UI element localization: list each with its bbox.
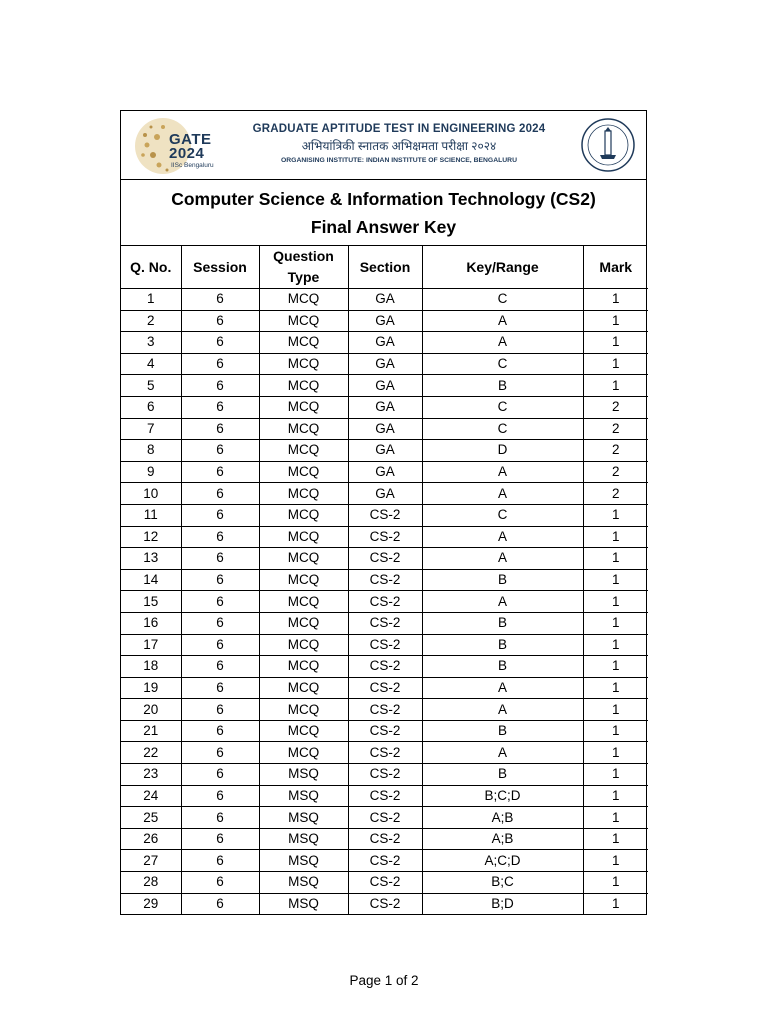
answer-key-sheet <box>120 110 647 915</box>
cell-type: MCQ <box>259 699 348 721</box>
cell-section: CS-2 <box>348 569 422 591</box>
cell-section: GA <box>348 440 422 462</box>
cell-session: 6 <box>181 850 259 872</box>
cell-qno: 25 <box>121 807 181 829</box>
cell-mark: 1 <box>583 289 648 311</box>
cell-mark: 1 <box>583 699 648 721</box>
cell-section: CS-2 <box>348 677 422 699</box>
table-row <box>121 591 648 613</box>
cell-section: CS-2 <box>348 699 422 721</box>
cell-session: 6 <box>181 872 259 894</box>
cell-qno: 2 <box>121 310 181 332</box>
cell-session: 6 <box>181 461 259 483</box>
cell-mark: 1 <box>583 634 648 656</box>
cell-section: CS-2 <box>348 526 422 548</box>
header-key-range: Key/Range <box>422 246 583 289</box>
cell-key: B <box>422 720 583 742</box>
cell-session: 6 <box>181 418 259 440</box>
cell-section: GA <box>348 310 422 332</box>
table-row <box>121 634 648 656</box>
cell-key: C <box>422 396 583 418</box>
cell-qno: 24 <box>121 785 181 807</box>
cell-session: 6 <box>181 332 259 354</box>
cell-type: MSQ <box>259 807 348 829</box>
cell-type: MSQ <box>259 764 348 786</box>
table-row <box>121 289 648 311</box>
banner-title: GRADUATE APTITUDE TEST IN ENGINEERING 2024 <box>252 123 546 135</box>
table-row <box>121 353 648 375</box>
cell-type: MCQ <box>259 591 348 613</box>
cell-mark: 1 <box>583 310 648 332</box>
cell-key: B;C;D <box>422 785 583 807</box>
header-section: Section <box>348 246 422 289</box>
cell-qno: 12 <box>121 526 181 548</box>
cell-qno: 9 <box>121 461 181 483</box>
cell-session: 6 <box>181 569 259 591</box>
cell-type: MCQ <box>259 504 348 526</box>
cell-section: GA <box>348 289 422 311</box>
cell-type: MCQ <box>259 656 348 678</box>
cell-session: 6 <box>181 483 259 505</box>
cell-type: MSQ <box>259 785 348 807</box>
cell-qno: 15 <box>121 591 181 613</box>
iisc-emblem-icon <box>580 117 636 173</box>
cell-mark: 2 <box>583 418 648 440</box>
cell-type: MCQ <box>259 720 348 742</box>
cell-qno: 11 <box>121 504 181 526</box>
table-row <box>121 807 648 829</box>
cell-section: CS-2 <box>348 742 422 764</box>
cell-session: 6 <box>181 828 259 850</box>
cell-type: MCQ <box>259 375 348 397</box>
cell-type: MCQ <box>259 332 348 354</box>
cell-key: C <box>422 418 583 440</box>
cell-qno: 20 <box>121 699 181 721</box>
document-subtitle: Final Answer Key <box>310 217 457 237</box>
cell-mark: 1 <box>583 893 648 914</box>
table-row <box>121 872 648 894</box>
cell-section: CS-2 <box>348 720 422 742</box>
cell-session: 6 <box>181 612 259 634</box>
cell-type: MCQ <box>259 569 348 591</box>
cell-session: 6 <box>181 699 259 721</box>
cell-type: MCQ <box>259 440 348 462</box>
banner-title-hindi: अभियांत्रिकी स्नातक अभिक्षमता परीक्षा २०२४ <box>301 139 497 153</box>
cell-mark: 1 <box>583 807 648 829</box>
cell-mark: 1 <box>583 677 648 699</box>
cell-section: CS-2 <box>348 612 422 634</box>
cell-section: GA <box>348 353 422 375</box>
header-qno: Q. No. <box>121 246 181 289</box>
gate-banner <box>121 111 646 180</box>
cell-key: A <box>422 310 583 332</box>
table-row <box>121 548 648 570</box>
cell-session: 6 <box>181 677 259 699</box>
cell-mark: 1 <box>583 872 648 894</box>
cell-key: A <box>422 742 583 764</box>
cell-section: GA <box>348 332 422 354</box>
table-row <box>121 526 648 548</box>
header-question-type-line1: Question <box>273 248 334 264</box>
cell-type: MCQ <box>259 353 348 375</box>
cell-session: 6 <box>181 396 259 418</box>
gate-wordmark <box>169 133 212 161</box>
cell-qno: 27 <box>121 850 181 872</box>
cell-key: A <box>422 461 583 483</box>
cell-key: B <box>422 764 583 786</box>
table-row <box>121 310 648 332</box>
cell-key: B <box>422 569 583 591</box>
cell-type: MSQ <box>259 850 348 872</box>
table-row <box>121 720 648 742</box>
cell-key: D <box>422 440 583 462</box>
cell-mark: 1 <box>583 526 648 548</box>
cell-section: CS-2 <box>348 785 422 807</box>
table-row <box>121 375 648 397</box>
cell-section: CS-2 <box>348 893 422 914</box>
answer-key-table <box>121 246 648 914</box>
cell-mark: 1 <box>583 504 648 526</box>
cell-session: 6 <box>181 634 259 656</box>
cell-mark: 1 <box>583 569 648 591</box>
table-row <box>121 785 648 807</box>
cell-type: MCQ <box>259 526 348 548</box>
cell-qno: 23 <box>121 764 181 786</box>
cell-session: 6 <box>181 742 259 764</box>
table-row <box>121 612 648 634</box>
cell-section: GA <box>348 418 422 440</box>
table-header-row <box>121 246 648 289</box>
cell-session: 6 <box>181 310 259 332</box>
cell-qno: 13 <box>121 548 181 570</box>
cell-session: 6 <box>181 656 259 678</box>
cell-key: A;C;D <box>422 850 583 872</box>
cell-session: 6 <box>181 591 259 613</box>
cell-mark: 1 <box>583 591 648 613</box>
cell-qno: 16 <box>121 612 181 634</box>
cell-qno: 19 <box>121 677 181 699</box>
cell-type: MCQ <box>259 612 348 634</box>
cell-section: CS-2 <box>348 807 422 829</box>
table-row <box>121 699 648 721</box>
cell-mark: 1 <box>583 720 648 742</box>
cell-qno: 14 <box>121 569 181 591</box>
cell-mark: 1 <box>583 785 648 807</box>
cell-key: B;D <box>422 893 583 914</box>
banner-text-block <box>229 123 569 164</box>
cell-type: MCQ <box>259 548 348 570</box>
cell-section: CS-2 <box>348 656 422 678</box>
cell-type: MCQ <box>259 742 348 764</box>
table-row <box>121 656 648 678</box>
cell-mark: 2 <box>583 440 648 462</box>
cell-session: 6 <box>181 893 259 914</box>
cell-qno: 28 <box>121 872 181 894</box>
cell-section: CS-2 <box>348 634 422 656</box>
cell-key: B <box>422 656 583 678</box>
cell-session: 6 <box>181 375 259 397</box>
table-row <box>121 483 648 505</box>
cell-mark: 2 <box>583 461 648 483</box>
cell-section: CS-2 <box>348 548 422 570</box>
answer-rows <box>121 289 648 915</box>
header-session: Session <box>181 246 259 289</box>
cell-key: B <box>422 375 583 397</box>
cell-qno: 18 <box>121 656 181 678</box>
cell-qno: 17 <box>121 634 181 656</box>
cell-qno: 21 <box>121 720 181 742</box>
cell-mark: 1 <box>583 375 648 397</box>
table-row <box>121 677 648 699</box>
gate-logo-subtitle: IISc Bengaluru <box>171 162 214 169</box>
cell-key: A <box>422 526 583 548</box>
table-row <box>121 440 648 462</box>
cell-type: MCQ <box>259 310 348 332</box>
cell-key: A <box>422 591 583 613</box>
table-row <box>121 461 648 483</box>
cell-qno: 29 <box>121 893 181 914</box>
cell-qno: 22 <box>121 742 181 764</box>
cell-mark: 1 <box>583 332 648 354</box>
cell-mark: 1 <box>583 764 648 786</box>
header-question-type <box>259 246 348 289</box>
cell-mark: 1 <box>583 742 648 764</box>
cell-type: MSQ <box>259 893 348 914</box>
cell-qno: 1 <box>121 289 181 311</box>
banner-organiser: ORGANISING INSTITUTE: INDIAN INSTITUTE OF SCIENCE, BENGALURU <box>280 157 517 164</box>
cell-type: MCQ <box>259 289 348 311</box>
cell-key: B <box>422 634 583 656</box>
cell-mark: 1 <box>583 850 648 872</box>
cell-key: A <box>422 677 583 699</box>
cell-key: A <box>422 483 583 505</box>
cell-key: B;C <box>422 872 583 894</box>
cell-key: C <box>422 353 583 375</box>
table-row <box>121 828 648 850</box>
cell-type: MCQ <box>259 483 348 505</box>
cell-qno: 7 <box>121 418 181 440</box>
cell-session: 6 <box>181 720 259 742</box>
cell-qno: 3 <box>121 332 181 354</box>
table-row <box>121 504 648 526</box>
cell-section: CS-2 <box>348 591 422 613</box>
cell-section: CS-2 <box>348 828 422 850</box>
cell-section: GA <box>348 461 422 483</box>
cell-session: 6 <box>181 504 259 526</box>
document-title-block <box>121 180 646 246</box>
cell-key: A;B <box>422 807 583 829</box>
table-row <box>121 742 648 764</box>
cell-mark: 1 <box>583 612 648 634</box>
table-row <box>121 764 648 786</box>
cell-session: 6 <box>181 764 259 786</box>
cell-type: MCQ <box>259 634 348 656</box>
cell-type: MCQ <box>259 396 348 418</box>
cell-type: MSQ <box>259 828 348 850</box>
cell-qno: 6 <box>121 396 181 418</box>
cell-section: GA <box>348 375 422 397</box>
cell-qno: 10 <box>121 483 181 505</box>
cell-mark: 2 <box>583 483 648 505</box>
cell-session: 6 <box>181 785 259 807</box>
cell-qno: 8 <box>121 440 181 462</box>
cell-mark: 1 <box>583 828 648 850</box>
cell-mark: 1 <box>583 353 648 375</box>
cell-key: C <box>422 504 583 526</box>
cell-qno: 5 <box>121 375 181 397</box>
cell-qno: 4 <box>121 353 181 375</box>
cell-type: MSQ <box>259 872 348 894</box>
table-row <box>121 893 648 914</box>
cell-mark: 1 <box>583 656 648 678</box>
cell-section: CS-2 <box>348 764 422 786</box>
cell-section: GA <box>348 483 422 505</box>
cell-session: 6 <box>181 289 259 311</box>
cell-session: 6 <box>181 440 259 462</box>
gate-2024-logo <box>133 115 223 175</box>
cell-key: A <box>422 548 583 570</box>
cell-type: MCQ <box>259 418 348 440</box>
cell-key: B <box>422 612 583 634</box>
cell-section: GA <box>348 396 422 418</box>
cell-section: CS-2 <box>348 504 422 526</box>
cell-session: 6 <box>181 548 259 570</box>
table-row <box>121 418 648 440</box>
page-number: Page 1 of 2 <box>349 973 419 988</box>
cell-type: MCQ <box>259 461 348 483</box>
cell-mark: 1 <box>583 548 648 570</box>
cell-key: A <box>422 699 583 721</box>
table-row <box>121 332 648 354</box>
cell-section: CS-2 <box>348 872 422 894</box>
cell-session: 6 <box>181 353 259 375</box>
cell-session: 6 <box>181 526 259 548</box>
cell-key: A <box>422 332 583 354</box>
table-row <box>121 396 648 418</box>
table-row <box>121 850 648 872</box>
cell-session: 6 <box>181 807 259 829</box>
cell-key: C <box>422 289 583 311</box>
cell-qno: 26 <box>121 828 181 850</box>
table-row <box>121 569 648 591</box>
cell-section: CS-2 <box>348 850 422 872</box>
cell-type: MCQ <box>259 677 348 699</box>
document-title: Computer Science & Information Technology (CS2) <box>171 189 596 209</box>
header-question-type-line2: Type <box>287 269 320 285</box>
gate-word-line2: 2024 <box>169 145 205 162</box>
cell-key: A;B <box>422 828 583 850</box>
gate-word-line1: GATE <box>169 131 212 148</box>
header-mark: Mark <box>583 246 648 289</box>
cell-mark: 2 <box>583 396 648 418</box>
